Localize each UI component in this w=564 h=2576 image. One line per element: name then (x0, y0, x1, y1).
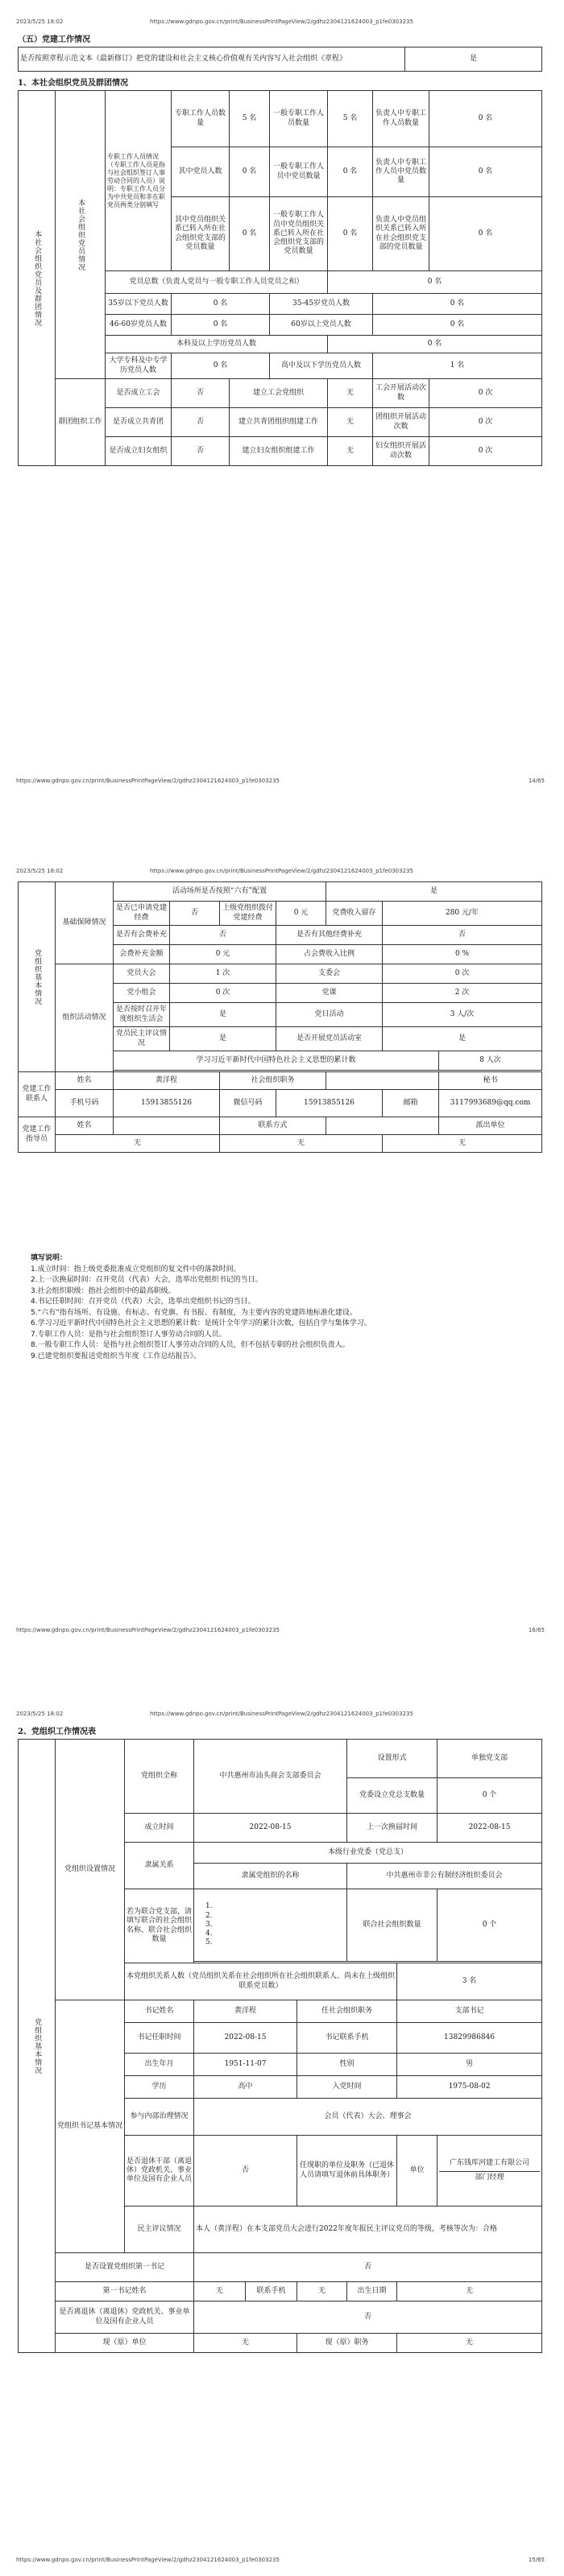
retired2-label: 是否离退休（离退休）党政机关、事业单位及国有企业人员 (56, 2301, 194, 2334)
setup-section-label: 党组织设置情况 (56, 1740, 125, 2000)
governance-label: 参与内部治理情况 (125, 2099, 194, 2136)
liaison-cell: 3117993689@qq.com (439, 1090, 542, 1117)
liaison-head-cell (326, 1072, 439, 1090)
grid-cell: 0 名 (429, 91, 542, 147)
retired2-value: 否 (194, 2301, 542, 2334)
mass-cell: 建立工会党组织 (230, 379, 328, 408)
guide-cell: 无 (220, 1135, 383, 1153)
edu-cell: 高中及以下学历党员人数 (270, 353, 373, 379)
mass-cell: 否 (172, 379, 230, 408)
print-footer (13, 776, 551, 787)
grid-cell: 其中党员组织关系已转入所在社会组织党支部的党员数量 (172, 197, 230, 271)
liaison-cell: 微信号码 (220, 1090, 276, 1117)
grid-cell: 0 名 (429, 197, 542, 271)
secretary-time-value: 2022-08-15 (194, 2023, 297, 2054)
branch-count-value: 0 个 (438, 1778, 542, 1814)
gender-value: 男 (397, 2054, 542, 2076)
instruction-item: 5.“六有”指有场所、有设施、有标志、有党旗、有书报、有制度，为主要内容的党建阵地标准化建设。 (31, 1308, 357, 1317)
guide-label: 党建工作指导员 (19, 1117, 56, 1153)
mass-cell: 是否成立共青团 (106, 408, 172, 437)
first-sec-cell: 无 (194, 2282, 246, 2301)
subordinate-name-label: 隶属党组织的名称 (194, 1864, 347, 1889)
total-value: 0 名 (328, 271, 542, 294)
grid-cell: 负责人中专职工作人员数量 (373, 91, 429, 147)
print-timestamp: 2023/5/25 18:02 (16, 868, 64, 874)
mass-cell: 否 (172, 408, 230, 437)
instruction-item: 8.一般专职工作人员：是指与社会组织签订人事劳动合同的人员，但不包括专职的社会组织负责人。 (31, 1341, 350, 1349)
first-sec-cell: 无 (397, 2282, 542, 2301)
branch-count-label: 党委设立党总支数量 (347, 1778, 438, 1814)
activity-cell: 是否开展党员活动室 (276, 1027, 383, 1051)
subordinate-value: 本级行业党委（党总支） (194, 1843, 542, 1864)
fee-cell: 占会费收入比例 (276, 945, 383, 964)
current-job-label: 任现职的单位及职务（已退休人员请填写退休前具体职务） (297, 2136, 397, 2207)
member-count-label: 本党组织关系人数（党员组织关系在社会组织所在社会组织联系人、尚未在上级组织联系党员数） (125, 1963, 397, 2000)
mass-cell: 团组织开展活动次数 (373, 408, 429, 437)
joint-count-label: 联合社会组织数量 (347, 1889, 438, 1962)
liaison-cell: 邮箱 (383, 1090, 439, 1117)
total-label: 党员总数（负责人党员与一般专职工作人员党员之和） (106, 271, 328, 294)
party-work-table (18, 1739, 542, 2353)
basic-section-label: 基础保障情况 (56, 882, 114, 964)
joint-item: 2. (205, 1911, 213, 1920)
edu-value: 0 名 (328, 336, 542, 353)
activity-cell: 0 次 (170, 984, 276, 1003)
activity-cell: 党员民主评议情况 (114, 1027, 170, 1051)
print-footer (13, 1625, 551, 1637)
liaison-head-cell: 姓名 (56, 1072, 114, 1090)
secretary-post-label: 任社会组织职务 (297, 2000, 397, 2023)
charter-value: 是 (405, 47, 542, 72)
liaison-cell: 15913855126 (114, 1090, 220, 1117)
mass-cell: 0 次 (429, 379, 542, 408)
instruction-item: 4.书记任职时间：召开党员（代表）大会，选举出党组织书记的当日。 (31, 1298, 255, 1306)
secretary-phone-label: 书记联系手机 (297, 2023, 397, 2054)
first-secretary-value: 否 (194, 2253, 542, 2282)
activity-cell: 支委会 (276, 964, 383, 984)
instruction-item: 2.上一次换届时间：召开党员（代表）大会，选举出党组织书记的当日。 (31, 1276, 263, 1284)
instruction-item: 6.学习习近平新时代中国特色社会主义思想的累计数：是统计全年学习的累计次数，包括自学与集体学习。 (31, 1319, 371, 1327)
age-cell: 35岁以下党员人数 (106, 294, 172, 315)
activity-cell: 党小组会 (114, 984, 170, 1003)
print-url: https://www.gdnpo.gov.cn/print/BusinessPrintPageView/2/gdhz2304121624003_p1fe0303235 (150, 19, 413, 25)
org-name-value: 中共惠州市汕头商会支部委员会 (194, 1740, 347, 1814)
org-type-value: 单独党支部 (438, 1740, 542, 1778)
print-url: https://www.gdnpo.gov.cn/print/BusinessPrintPageView/2/gdhz2304121624003_p1fe0303235 (150, 868, 413, 874)
first-sec-cell: 无 (297, 2282, 347, 2301)
instruction-item: 9.已建党组织要报送党组织当年度《工作总结报告》。 (31, 1352, 201, 1360)
age-cell: 35-45岁党员人数 (270, 294, 373, 315)
outer-section-label: 党组织基本情况 (19, 1740, 56, 2353)
liaison-head-cell: 秘书 (439, 1072, 542, 1090)
instruction-item: 1.成立时间：指上级党委批准成立党组织的复文件中的落款时间。 (31, 1265, 241, 1274)
secretary-section-label: 党组织书记基本情况 (56, 2000, 125, 2253)
mass-cell: 0 次 (429, 437, 542, 466)
fill-instructions (31, 1253, 530, 1362)
page-number: 16/65 (528, 1627, 545, 1633)
section-title: 1、本社会组织党员及群团情况 (18, 79, 128, 88)
fee-cell: 否 (170, 926, 276, 945)
grid-cell: 0 名 (230, 197, 270, 271)
liaison-head-cell: 黄洋程 (114, 1072, 220, 1090)
grid-cell: 0 名 (328, 197, 373, 271)
instructions-title: 填写说明： (31, 1254, 68, 1262)
org-type-label: 设置形式 (347, 1740, 438, 1778)
grid-cell: 专职工作人员数量 (172, 91, 230, 147)
outer-section-label: 党组织基本情况 (19, 882, 56, 1072)
grid-cell: 0 名 (429, 147, 542, 197)
section-heading: （五）党建工作情况 (18, 35, 90, 44)
birth-value: 1951-11-07 (194, 2054, 297, 2076)
join-date-label: 入党时间 (297, 2076, 397, 2099)
liaison-head-cell: 社会组织职务 (220, 1072, 326, 1090)
review-value: 本人（黄洋程）在本支部党员大会进行2022年度年报民主评议党员的等级，考核等次为：合格 (194, 2207, 542, 2253)
first-sec-cell: 联系手机 (246, 2282, 297, 2301)
secretary-time-label: 书记任职时间 (125, 2023, 194, 2054)
governance-value: 会员（代表）大会、理事会 (194, 2099, 542, 2136)
first-secretary-label: 是否设置党组织第一书记 (56, 2253, 194, 2282)
footer-url: https://www.gdnpo.gov.cn/print/BusinessPrintPageView/2/gdhz2304121624003_p1fe0303235 (16, 778, 280, 784)
mass-cell: 是否成立妇女组织 (106, 437, 172, 466)
unit-name: 广东钱库河建工有限公司 (450, 2159, 530, 2168)
activity-cell: 0 次 (383, 964, 542, 984)
activity-cell: 党员大会 (114, 964, 170, 984)
age-cell: 46-60岁党员人数 (106, 315, 172, 336)
fee-cell: 会费补充金额 (114, 945, 170, 964)
edu-cell: 1 名 (373, 353, 542, 379)
joint-list (194, 1889, 347, 1962)
retired-label: 是否退休干部（离退休）党政机关、事业单位及国有企业人员 (125, 2136, 194, 2207)
education-label: 学历 (125, 2076, 194, 2099)
first-sec-cell: 出生日期 (347, 2282, 397, 2301)
grid-cell: 0 名 (230, 147, 270, 197)
six-have-value: 是 (326, 882, 542, 902)
funding-cell: 是否已申请党建经费 (114, 902, 170, 926)
print-footer (13, 2555, 551, 2566)
activity-cell: 党课 (276, 984, 383, 1003)
funding-cell: 党费收入留存 (326, 902, 383, 926)
retired-value: 否 (194, 2136, 297, 2207)
footer-url: https://www.gdnpo.gov.cn/print/BusinessPrintPageView/2/gdhz2304121624003_p1fe0303235 (16, 2557, 280, 2563)
document-page-3 (13, 1708, 551, 2570)
birth-label: 出生年月 (125, 2054, 194, 2076)
instruction-item: 3.社会组织职级：指社会组织中的最高职级。 (31, 1286, 176, 1295)
mass-cell: 否 (172, 437, 230, 466)
prev-post-value: 无 (397, 2334, 542, 2353)
document-page-2 (13, 865, 551, 1638)
unit-label: 单位 (397, 2136, 438, 2207)
activity-cell: 是 (170, 1027, 276, 1051)
funding-cell: 280 元/年 (383, 902, 542, 926)
print-timestamp: 2023/5/25 18:02 (16, 1711, 64, 1717)
grid-cell: 一般专职工作人员数量 (270, 91, 328, 147)
explain-text: 专职工作人员情况（专职工作人员是指与社会组织签订人事劳动合同的人员）说明：专职工作人员分为中共党员和非在职党员两类分别填写 (106, 91, 172, 271)
instruction-item: 7.专职工作人员：是指与社会组织签订人事劳动合同的人员。 (31, 1330, 226, 1339)
prev-unit-label: 现（原）单位 (56, 2334, 194, 2353)
activity-cell: 3 人/次 (383, 1003, 542, 1027)
fee-cell: 是否有其他经费补充 (276, 926, 383, 945)
mass-cell: 无 (328, 437, 373, 466)
edu-label: 本科及以上学历党员人数 (106, 336, 328, 353)
study-label: 学习习近平新时代中国特色社会主义思想的累计数 (114, 1051, 439, 1071)
activity-cell: 是否按时召开年度组织生活会 (114, 1003, 170, 1027)
document-page-1 (13, 16, 551, 789)
mass-cell: 是否成立工会 (106, 379, 172, 408)
fee-cell: 否 (383, 926, 542, 945)
fee-cell: 是否有会费补充 (114, 926, 170, 945)
activity-cell: 2 次 (383, 984, 542, 1003)
guide-cell: 无 (56, 1135, 220, 1153)
print-header (13, 865, 551, 877)
grid-cell: 一般专职工作人员中党员组织关系已转入所在社会组织党支部的党员数量 (270, 197, 328, 271)
fee-cell: 0 % (383, 945, 542, 964)
mass-cell: 妇女组织开展活动次数 (373, 437, 429, 466)
mass-section-label: 群团组织工作 (56, 379, 106, 466)
party-section-label: 本社会组织党员情况 (56, 91, 106, 379)
mass-cell: 工会开展活动次数 (373, 379, 429, 408)
party-organization-table (18, 881, 542, 1153)
footer-url: https://www.gdnpo.gov.cn/print/BusinessPrintPageView/2/gdhz2304121624003_p1fe0303235 (16, 1627, 280, 1633)
prev-post-label: 现（原）职务 (297, 2334, 397, 2353)
secretary-post-value: 支部书记 (397, 2000, 542, 2023)
print-url: https://www.gdnpo.gov.cn/print/BusinessPrintPageView/2/gdhz2304121624003_p1fe0303235 (150, 1711, 413, 1717)
mass-cell: 建立共青团组织组建工作 (230, 408, 328, 437)
grid-cell: 一般专职工作人员中党员数量 (270, 147, 328, 197)
guide-head-cell (326, 1117, 439, 1135)
print-header (13, 1708, 551, 1719)
edu-cell: 大学专科及中专学历党员人数 (106, 353, 172, 379)
secretary-phone-value: 13829986846 (397, 2023, 542, 2054)
page-number: 14/65 (528, 778, 545, 784)
activity-cell: 是 (383, 1027, 542, 1051)
grid-cell: 5 名 (328, 91, 373, 147)
party-members-table (18, 90, 542, 466)
age-cell: 60岁以上党员人数 (270, 315, 373, 336)
join-date-value: 1975-08-02 (397, 2076, 542, 2099)
charter-table (18, 47, 542, 72)
activity-cell: 是 (170, 1003, 276, 1027)
guide-head-cell: 联系方式 (220, 1117, 326, 1135)
edu-cell: 0 名 (172, 353, 270, 379)
liaison-cell: 15913855126 (276, 1090, 383, 1117)
first-sec-cell: 第一书记姓名 (56, 2282, 194, 2301)
member-count-value: 3 名 (397, 1963, 542, 2000)
print-timestamp: 2023/5/25 18:02 (16, 19, 64, 25)
joint-item: 3. (205, 1920, 213, 1929)
joint-item: 4. (205, 1930, 213, 1938)
found-label: 成立时间 (125, 1814, 194, 1843)
org-name-label: 党组织全称 (125, 1740, 194, 1814)
guide-head-cell: 派出单位 (439, 1117, 542, 1135)
liaison-label: 党建工作联系人 (19, 1072, 56, 1117)
page-number: 15/65 (528, 2557, 545, 2563)
election-value: 2022-08-15 (438, 1814, 542, 1843)
funding-cell: 上级党组织拨付党建经费 (220, 902, 276, 926)
joint-item: 1. (205, 1902, 213, 1911)
grid-cell: 5 名 (230, 91, 270, 147)
unit-value (438, 2136, 542, 2207)
mass-cell: 无 (328, 379, 373, 408)
activity-section-label: 组织活动情况 (56, 964, 114, 1072)
grid-cell: 其中党员人数 (172, 147, 230, 197)
age-cell: 0 名 (172, 315, 270, 336)
charter-label: 是否按照章程示范文本《最新修订》把党的建设和社会主义核心价值观有关内容写入社会组织《章程》 (19, 47, 405, 72)
subordinate-name-value: 中共惠州市非公有制经济组织委员会 (347, 1864, 542, 1889)
found-value: 2022-08-15 (194, 1814, 347, 1843)
guide-head-cell (114, 1117, 220, 1135)
prev-unit-value: 无 (194, 2334, 297, 2353)
activity-cell: 1 次 (170, 964, 276, 984)
six-have-label: 活动场所是否按照“六有”配置 (114, 882, 326, 902)
grid-cell: 负责人中党员组织关系已转入所在社会组织党支部的党员数量 (373, 197, 429, 271)
joint-count-value: 0 个 (438, 1889, 542, 1962)
guide-cell: 无 (383, 1135, 542, 1153)
grid-cell: 负责人中专职工作人员中党员数量 (373, 147, 429, 197)
election-label: 上一次换届时间 (347, 1814, 438, 1843)
mass-cell: 建立妇女组织组建工作 (230, 437, 328, 466)
activity-cell: 党日活动 (276, 1003, 383, 1027)
secretary-name-label: 书记姓名 (125, 2000, 194, 2023)
review-label: 民主评议情况 (125, 2207, 194, 2253)
guide-head-cell: 姓名 (56, 1117, 114, 1135)
print-header (13, 16, 551, 27)
mass-cell: 0 次 (429, 408, 542, 437)
age-cell: 0 名 (373, 294, 542, 315)
secretary-name-value: 黄洋程 (194, 2000, 297, 2023)
post-name: 部门经理 (439, 2171, 540, 2182)
liaison-cell: 手机号码 (56, 1090, 114, 1117)
joint-label: 若为联合党支部，请填写联合的社会组织名称、联合社会组织数量 (125, 1889, 194, 1963)
funding-cell: 0 元 (276, 902, 326, 926)
fee-cell: 0 元 (170, 945, 276, 964)
age-cell: 0 名 (373, 315, 542, 336)
subordinate-label: 隶属关系 (125, 1843, 194, 1889)
section-title: 2、党组织工作情况表 (18, 1728, 96, 1736)
funding-cell: 否 (170, 902, 220, 926)
joint-item: 5. (205, 1938, 213, 1947)
study-value: 8 人次 (439, 1051, 542, 1071)
outer-section-label: 本社会组织党员及群团情况 (19, 91, 56, 466)
age-cell: 0 名 (172, 294, 270, 315)
education-value: 高中 (194, 2076, 297, 2099)
grid-cell: 0 名 (328, 147, 373, 197)
mass-cell: 无 (328, 408, 373, 437)
gender-label: 性别 (297, 2054, 397, 2076)
